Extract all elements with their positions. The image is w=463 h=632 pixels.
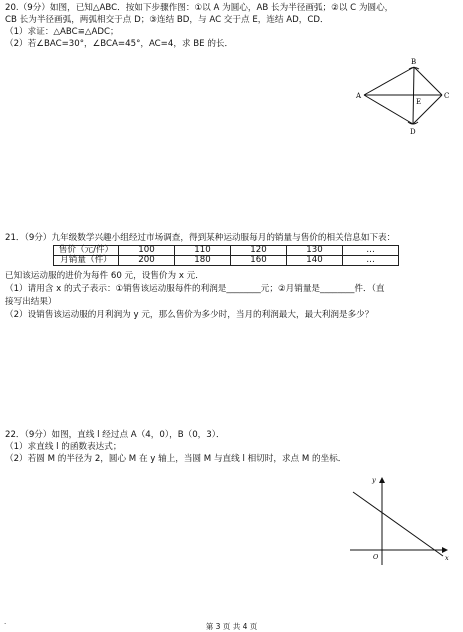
q21-part2: （2）设销售该运动服的月利润为 y 元，那么售价为多少时，当月的利润最大，最大利润是多少？	[5, 310, 374, 320]
q21-part1-line1: （1）请用含 x 的式子表示：①销售该运动服每件的利润是________元；②月销量是________件．（直	[5, 284, 385, 294]
q20-label-c: C	[444, 92, 450, 100]
q22-part1: （1）求直线 l 的函数表达式；	[5, 442, 122, 452]
q22-intro: 22．（9分）如图，直线 l 经过点 A（4，0），B（0，3）．	[5, 430, 225, 440]
table-cell: …	[343, 256, 399, 266]
q20-label-a: A	[356, 92, 362, 100]
q20-label-b: B	[411, 58, 417, 66]
q21-part1-line2: 接写出结果）	[5, 297, 57, 307]
q20-part1: （1）求证：△ABC≌△ADC；	[5, 27, 119, 37]
q20-segment-bd	[413, 67, 414, 124]
table-cell: 110	[175, 246, 231, 256]
q20-intro-line1: 20.（9分）如图，已知△ABC．按如下步骤作图：①以 A 为圆心，AB 长为半径画弧；②以 C 为圆心，	[5, 3, 394, 13]
q20-intro-line2: CB 长为半径画弧，两弧相交于点 D；③连结 BD，与 AC 交于点 E，连结 AD，CD．	[5, 15, 329, 25]
table-cell: 200	[119, 256, 175, 266]
table-cell: 160	[231, 256, 287, 266]
q21-table	[53, 245, 399, 266]
footer-mark: .	[4, 618, 7, 626]
q21-intro: 21．（9分）九年级数学兴趣小组经过市场调查，得到某种运动服每月的销量与售价的相关信息如下表：	[5, 233, 396, 243]
q22-figure	[345, 470, 455, 570]
table-cell: …	[343, 246, 399, 256]
q20-segment-bc	[414, 67, 442, 95]
table-cell: 130	[287, 246, 343, 256]
table-cell: 120	[231, 246, 287, 256]
table-row	[54, 256, 399, 266]
q21-note: 已知该运动服的进价为每件 60 元，设售价为 x 元．	[5, 271, 204, 281]
table-row-header: 售价（元/件）	[54, 246, 119, 256]
q22-label-y: y	[372, 476, 376, 484]
table-row-header: 月销量（件）	[54, 256, 119, 266]
q20-segment-ab	[364, 67, 414, 95]
table-cell: 180	[175, 256, 231, 266]
q22-part2: （2）若圆 M 的半径为 2，圆心 M 在 y 轴上，当圆 M 与直线 l 相切时，求点 M 的坐标．	[5, 454, 347, 464]
q22-label-x: x	[445, 554, 449, 562]
q22-line-l	[353, 492, 443, 556]
table-cell: 100	[119, 246, 175, 256]
q20-segment-da	[364, 95, 413, 124]
q20-part2: （2）若∠BAC=30°，∠BCA=45°，AC=4，求 BE 的长．	[5, 39, 234, 49]
q22-label-origin: O	[373, 553, 379, 561]
page-number: 第 3 页 共 4 页	[205, 622, 258, 631]
table-cell: 140	[287, 256, 343, 266]
q20-figure	[352, 56, 452, 136]
q20-label-d: D	[410, 128, 416, 136]
table-row	[54, 246, 399, 256]
q20-label-e: E	[416, 98, 422, 106]
